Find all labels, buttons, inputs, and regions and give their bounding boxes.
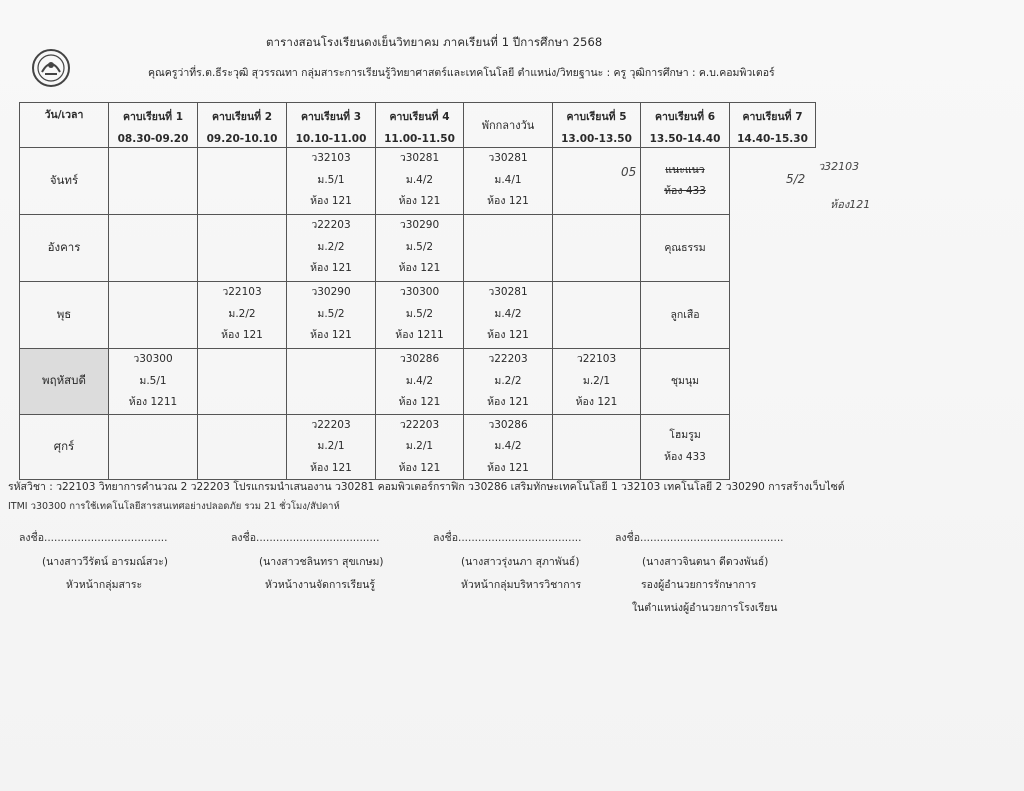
room-number: ห้อง 121 <box>398 396 441 408</box>
signer-name: (นางสาวชลินทรา สุขเกษม) <box>259 556 384 568</box>
signer-role: รองผู้อำนวยการรักษาการ <box>641 579 757 591</box>
day-label: อังคาร <box>20 215 109 282</box>
subject-codes-legend-2: ITMI ว30300 การใช้เทคโนโลยีสารสนเทศอย่างปลอดภัย รวม 21 ชั่วโมง/สัปดาห์ <box>8 501 340 512</box>
day-label: จันทร์ <box>20 148 109 215</box>
timetable-cell <box>376 414 464 480</box>
subject-code: ว30281 <box>488 152 528 164</box>
lunch-break-label: พักกลางวัน <box>481 119 535 132</box>
timetable-row <box>20 414 816 480</box>
timetable-cell <box>641 414 730 480</box>
class-level: ม.2/1 <box>405 440 434 452</box>
timetable-cell <box>553 349 641 415</box>
period-header-3 <box>287 103 376 148</box>
period-header-4 <box>376 103 464 148</box>
teacher-info: คุณครูว่าที่ร.ต.ธีระวุฒิ สุวรรณทา กลุ่มสาระการเรียนรู้วิทยาศาสตร์และเทคโนโลยี ตำแหน่ง/วิทยฐานะ : ครู วุฒิการศึกษา : ค.บ.คอมพิวเตอร์ <box>148 67 775 79</box>
timetable <box>19 102 816 480</box>
period-label: คาบเรียนที่ 4 <box>389 111 450 123</box>
room-number: ห้อง 121 <box>487 329 529 341</box>
timetable-cell <box>287 414 376 480</box>
period-time: 09.20-10.10 <box>206 133 278 145</box>
subject-code: ว30281 <box>399 152 440 164</box>
school-seal-logo <box>31 48 71 88</box>
timetable-cell <box>464 215 553 282</box>
timetable-row <box>20 349 816 415</box>
timetable-cell <box>198 414 287 480</box>
subject-code: ว22203 <box>311 219 351 231</box>
timetable-cell <box>287 215 376 282</box>
period-header-5 <box>553 103 641 148</box>
period-time: 08.30-09.20 <box>117 133 189 145</box>
timetable-cell <box>641 282 730 349</box>
period-label: คาบเรียนที่ 5 <box>566 111 627 123</box>
subject-code: ว30281 <box>488 286 528 298</box>
subject-code: ว30300 <box>133 353 173 365</box>
room-number: ห้อง 121 <box>310 329 352 341</box>
subject-code: ว30290 <box>311 286 351 298</box>
subject-code: ว30286 <box>399 353 440 365</box>
class-level: ม.2/2 <box>228 307 256 320</box>
day-label: ศุกร์ <box>20 414 109 480</box>
timetable-cell <box>109 414 198 480</box>
handwritten-subject-code: ว32103 <box>818 160 860 173</box>
signer-role: หัวหน้ากลุ่มบริหารวิชาการ <box>461 579 582 591</box>
class-level: ม.4/2 <box>494 307 522 320</box>
timetable-cell <box>376 282 464 349</box>
period-time: 11.00-11.50 <box>384 133 455 145</box>
signer-name: (นางสาวจินตนา ดีดวงพันธ์) <box>642 556 769 568</box>
timetable-cell <box>376 148 464 215</box>
signature-line: ลงชื่อ..................................... <box>19 532 168 544</box>
room-number: ห้อง 121 <box>398 195 441 207</box>
timetable-cell <box>287 282 376 349</box>
class-level: ม.4/2 <box>405 173 434 186</box>
timetable-cell <box>109 215 198 282</box>
timetable-header-row <box>20 103 816 148</box>
class-level: ม.2/2 <box>317 240 345 253</box>
timetable-row <box>20 282 816 349</box>
period-label: คาบเรียนที่ 3 <box>300 111 362 123</box>
subject-code: ว30300 <box>399 286 440 298</box>
timetable-cell <box>198 349 287 415</box>
subject-code: ว22103 <box>576 353 617 365</box>
timetable-cell <box>641 215 730 282</box>
class-level: ม.4/1 <box>494 173 522 186</box>
timetable-cell <box>198 215 287 282</box>
period-label: คาบเรียนที่ 7 <box>742 111 803 123</box>
handwritten-mark: 05 <box>621 165 637 179</box>
room-number: ห้อง 121 <box>487 195 529 207</box>
signer-role-line-2: ในตำแหน่งผู้อำนวยการโรงเรียน <box>632 602 778 614</box>
timetable-cell <box>109 282 198 349</box>
room-number: ห้อง 121 <box>487 461 529 474</box>
period-time: 13.50-14.40 <box>649 133 721 145</box>
subject-code: โฮมรูม <box>669 429 701 442</box>
subject-code: แนะแนว <box>665 163 705 176</box>
period-time: 14.40-15.30 <box>737 133 808 145</box>
timetable-cell <box>287 349 376 415</box>
timetable-cell <box>553 282 641 349</box>
timetable-cell <box>376 349 464 415</box>
room-number: ห้อง 1211 <box>395 329 444 341</box>
timetable-cell <box>464 282 553 349</box>
class-level: ม.2/1 <box>582 374 611 387</box>
class-level: ห้อง 433 <box>664 185 706 197</box>
period-header-1 <box>109 103 198 148</box>
document-title <box>0 34 826 52</box>
handwritten-room: ห้อง121 <box>830 198 871 211</box>
timetable-cell <box>553 215 641 282</box>
class-level: ม.5/1 <box>139 374 167 387</box>
class-level: ม.4/2 <box>494 440 522 452</box>
room-number: ห้อง 121 <box>310 262 352 274</box>
subject-codes-legend: รหัสวิชา : ว22103 วิทยาการคำนวณ 2 ว22203 โปรแกรมนำเสนองาน ว30281 คอมพิวเตอร์กราฟิก ว30286 เสริมทักษะเทคโนโลยี 1 ว32103 เทคโนโลยี 2 ว30290 การสร้างเว็บไซต์ <box>8 481 845 493</box>
timetable-row <box>20 148 816 215</box>
subject-code: ว30290 <box>399 219 440 231</box>
signature-line: ลงชื่อ..................................... <box>433 532 582 544</box>
period-header-2 <box>198 103 287 148</box>
timetable-cell <box>641 349 730 415</box>
subject-code: ว32103 <box>311 152 351 164</box>
timetable-row <box>20 215 816 282</box>
signer-role: หัวหน้ากลุ่มสาระ <box>66 579 143 591</box>
timetable-cell <box>109 148 198 215</box>
timetable-cell <box>287 148 376 215</box>
class-level: ห้อง 433 <box>664 450 706 463</box>
subject-code: ว22203 <box>311 418 351 431</box>
timetable-cell <box>464 148 553 215</box>
room-number: ห้อง 121 <box>310 461 352 474</box>
class-level: ม.2/1 <box>317 440 345 452</box>
period-label: คาบเรียนที่ 2 <box>211 111 273 123</box>
subject-code: ว22103 <box>222 286 262 298</box>
timetable-cell <box>198 282 287 349</box>
period-label: คาบเรียนที่ 1 <box>122 111 184 123</box>
day-label: พุธ <box>20 282 109 349</box>
room-number: ห้อง 121 <box>575 396 618 408</box>
signer-name: (นางสาวรุ่งนภา สุภาพันธ์) <box>461 556 580 568</box>
room-number: ห้อง 1211 <box>128 396 178 408</box>
document-title-text: ตารางสอนโรงเรียนดงเย็นวิทยาคม ภาคเรียนที่ 1 ปีการศึกษา 2568 <box>266 35 603 49</box>
subject-code: ลูกเสือ <box>670 309 700 321</box>
timetable-cell <box>376 215 464 282</box>
signer-role: หัวหน้างานจัดการเรียนรู้ <box>265 579 376 591</box>
class-level: ม.5/2 <box>405 307 434 320</box>
subject-code: ว22203 <box>488 353 528 365</box>
room-number: ห้อง 121 <box>398 461 441 474</box>
period-header-7 <box>730 103 816 148</box>
period-time: 10.10-11.00 <box>295 133 367 145</box>
period-label: คาบเรียนที่ 6 <box>654 111 716 123</box>
timetable-cell <box>464 414 553 480</box>
subject-code: ว22203 <box>399 418 440 431</box>
room-number: ห้อง 121 <box>398 262 441 274</box>
signature-line: ลงชื่อ..................................... <box>231 532 380 544</box>
signer-name: (นางสาววีรัตน์ อารมณ์สวะ) <box>42 556 168 568</box>
subject-code: คุณธรรม <box>664 242 706 254</box>
lunch-break-column <box>464 103 553 148</box>
day-label: พฤหัสบดี <box>20 349 109 415</box>
room-number: ห้อง 121 <box>310 195 352 207</box>
class-level: ม.4/2 <box>405 374 434 387</box>
subject-code: ว30286 <box>488 418 528 431</box>
corner-label: วัน/เวลา <box>44 109 84 121</box>
timetable-cell <box>464 349 553 415</box>
class-level: ม.5/1 <box>317 173 345 186</box>
timetable-cell <box>109 349 198 415</box>
period-time: 13.00-13.50 <box>561 133 632 145</box>
class-level: ม.5/2 <box>405 240 434 253</box>
handwritten-class: 5/2 <box>786 172 806 186</box>
timetable-cell <box>553 148 641 215</box>
period-header-6 <box>641 103 730 148</box>
subject-code: ชุมนุม <box>670 375 700 388</box>
room-number: ห้อง 121 <box>221 329 263 341</box>
class-level: ม.5/2 <box>317 307 345 320</box>
signature-line: ลงชื่อ........................................... <box>615 532 784 544</box>
class-level: ม.2/2 <box>494 374 522 387</box>
timetable-cell <box>641 148 730 215</box>
room-number: ห้อง 121 <box>487 396 529 408</box>
corner-header <box>20 103 109 148</box>
timetable-cell <box>198 148 287 215</box>
timetable-cell <box>553 414 641 480</box>
